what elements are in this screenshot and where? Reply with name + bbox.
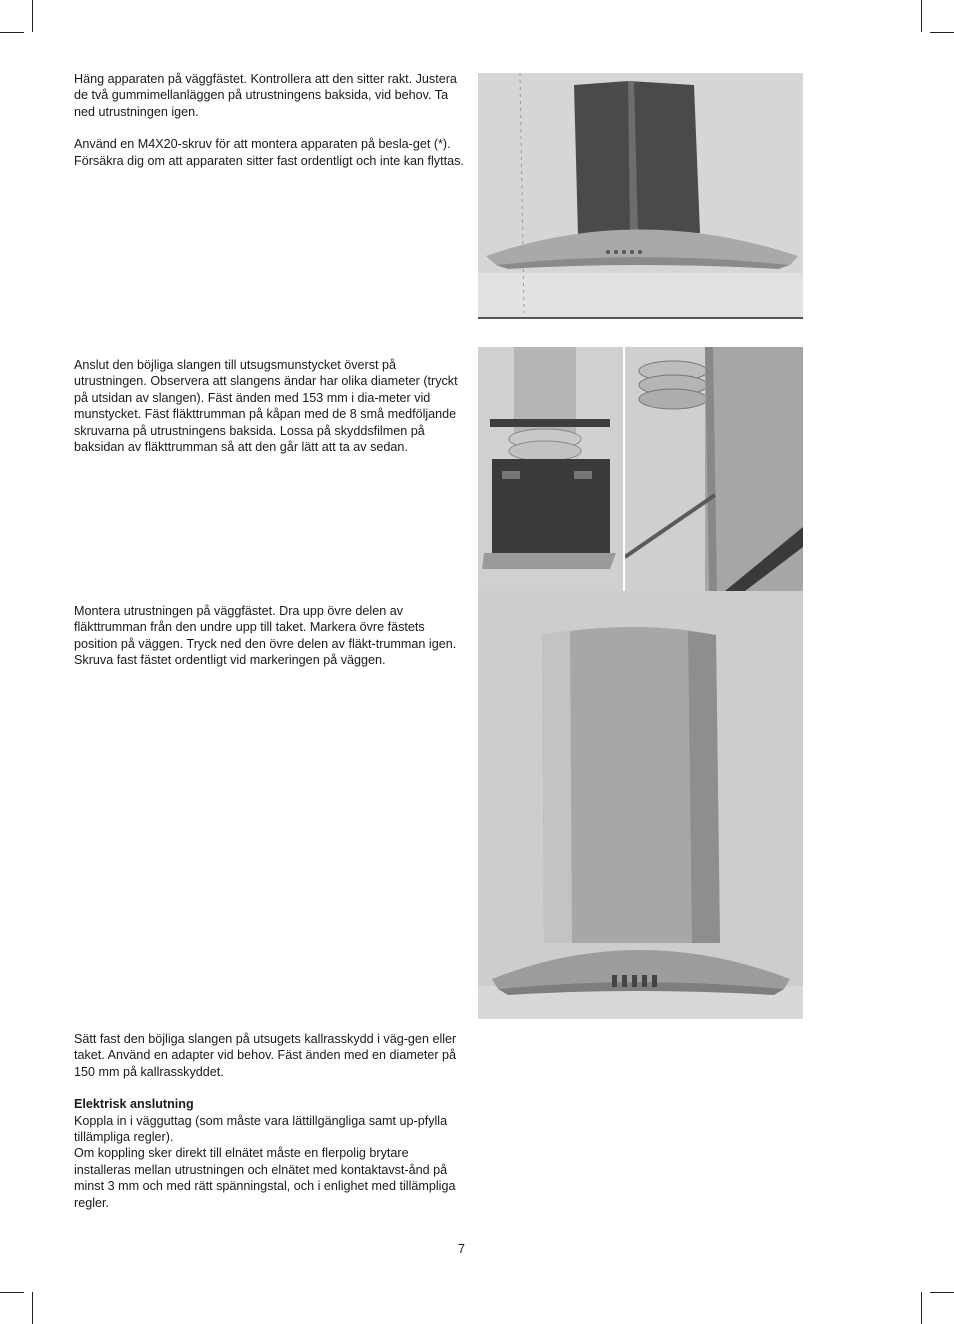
crop-mark [921,1292,922,1324]
paragraph: Koppla in i vägguttag (som måste vara lättillgängliga samt up-pfylla tillämpliga regler). [74,1113,448,1145]
crop-mark [930,1292,954,1293]
crop-mark [0,1292,24,1293]
photo-hood-front-view [478,591,803,1019]
instruction-step-3 [74,603,464,669]
crop-mark [930,32,954,33]
instruction-step-1 [74,71,464,169]
photo-fastening-screws [625,347,803,591]
paragraph: Häng apparaten på väggfästet. Kontrollera att den sitter rakt. Justera de två gummimellanläggen på utrustningens baksida, vid behov. Ta ned utrustningen igen. [74,72,457,119]
photo-hose-connected-to-nozzle [478,347,623,591]
instruction-step-4 [74,1031,464,1211]
crop-mark [921,0,922,32]
paragraph: Montera utrustningen på väggfästet. Dra upp övre delen av fläkttrumman från den undre upp till taket. Markera övre fästets position på väggen. Tryck ned den övre delen av fläkt-trumman igen. Skruva fast fästet ordentligt vid markeringen på väggen. [74,604,457,668]
paragraph: Använd en M4X20-skruv för att montera apparaten på besla-get (*). Försäkra dig om att apparaten sitter fast ordentligt och inte kan flyttas. [74,137,464,168]
section-heading: Elektrisk anslutning [74,1097,194,1112]
paragraph: Sätt fast den böjliga slangen på utsugets kallrasskydd i väg-gen eller taket. Använd en adapter vid behov. Fäst änden med en diameter på 150 mm på kallrasskyddet. [74,1032,457,1079]
crop-mark [32,1292,33,1324]
photo-hood-on-wall-bracket [478,73,803,319]
paragraph: Anslut den böjliga slangen till utsugsmunstycket överst på utrustningen. Observera att slangens ändar har olika diameter (tryckt på utsidan av slangen). Fäst änden med 153 mm i dia-meter vid munstycket. Fäst fläkttrumman på kåpan med de 8 små medföljande skruvarna på utrustningens baksida. Lossa på skyddsfilmen på baksidan av fläkttrumman så att den går lätt att ta av sedan. [74,358,458,455]
crop-mark [0,32,24,33]
page-number: 7 [458,1242,466,1256]
crop-mark [32,0,33,32]
paragraph: Om koppling sker direkt till elnätet måste en flerpolig brytare installeras mellan utrustningen och elnätet med kontaktavst-ånd på minst 3 mm och med rätt spänningstal, och i enlighet med tillämpliga regler. [74,1146,456,1210]
instruction-step-2 [74,357,464,455]
